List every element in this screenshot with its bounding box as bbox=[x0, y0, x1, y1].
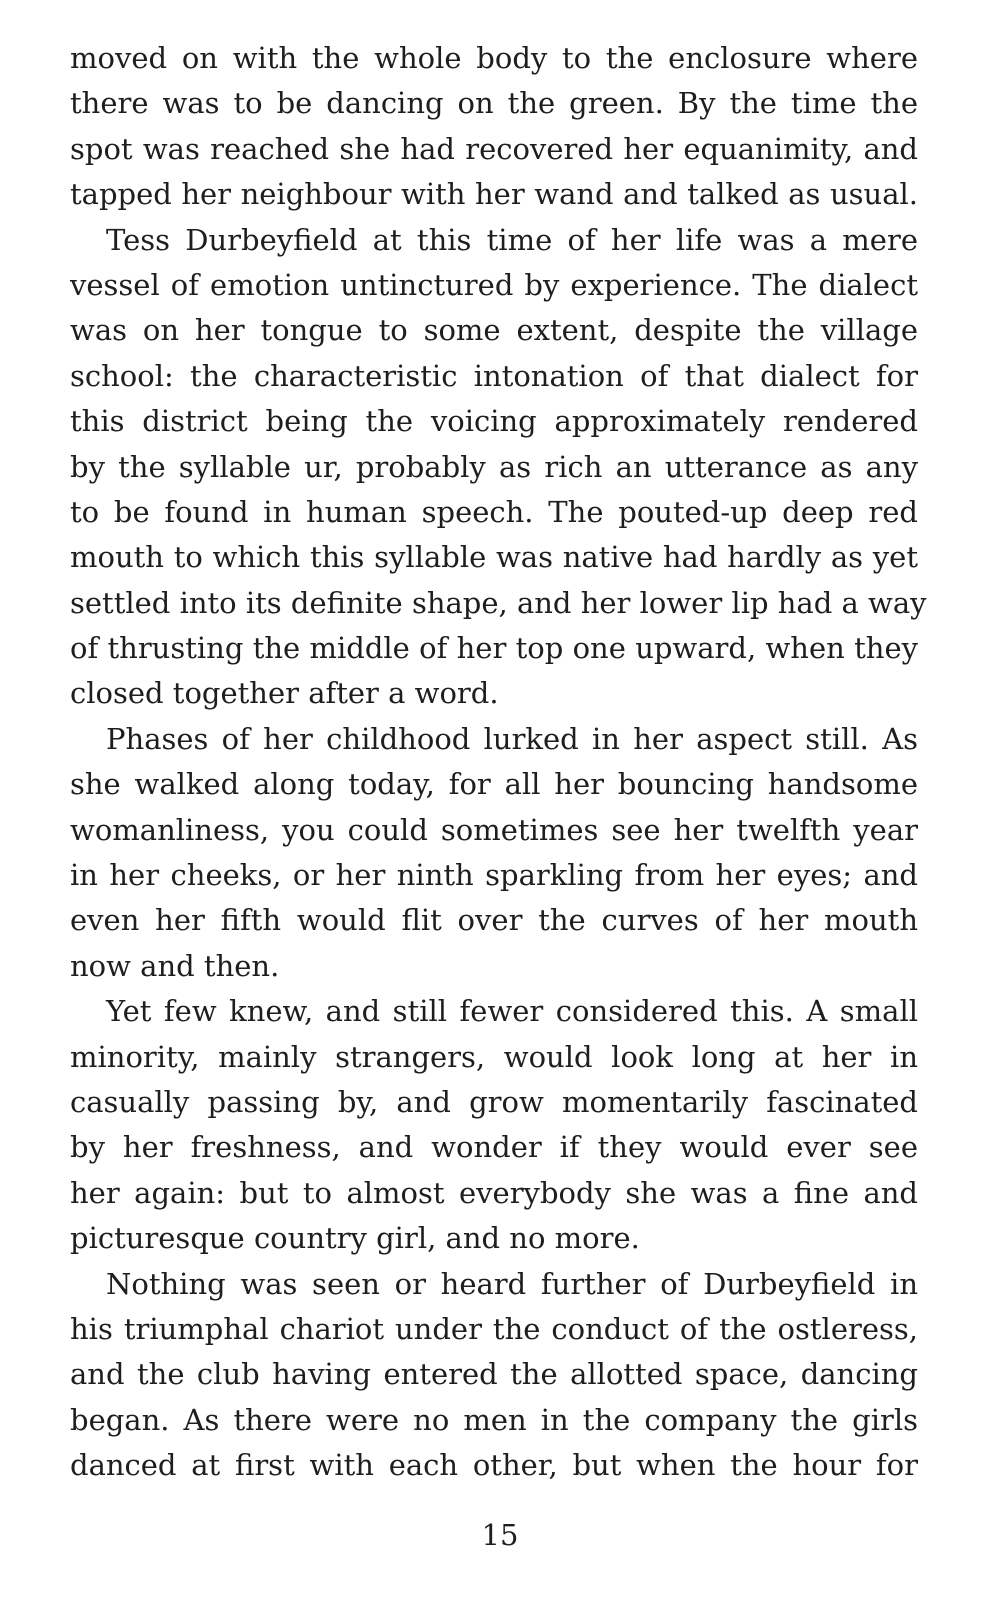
text-line: Nothing was seen or heard further of Durbeyfield in bbox=[106, 1266, 918, 1301]
text-line: there was to be dancing on the green. By the time the bbox=[70, 86, 918, 121]
text-line: began. As there were no men in the company the girls bbox=[70, 1402, 918, 1437]
text-line: even her fifth would flit over the curves of her mouth bbox=[70, 903, 918, 938]
text-line: in her cheeks, or her ninth sparkling from her eyes; and bbox=[70, 858, 918, 893]
text-line: was on her tongue to some extent, despite the village bbox=[70, 313, 918, 348]
text-line: she walked along today, for all her bouncing handsome bbox=[70, 767, 918, 802]
text-line: her again: but to almost everybody she was a fine and bbox=[70, 1175, 918, 1210]
text-line: his triumphal chariot under the conduct of the ostleress, bbox=[70, 1311, 918, 1346]
page-number: 15 bbox=[481, 1518, 519, 1552]
text-line: minority, mainly strangers, would look long at her in bbox=[70, 1039, 918, 1074]
text-line: of thrusting the middle of her top one upward, when they bbox=[70, 631, 918, 666]
body-text bbox=[70, 36, 927, 1489]
text-line: to be found in human speech. The pouted-up deep red bbox=[70, 494, 918, 529]
text-line: and the club having entered the allotted space, dancing bbox=[70, 1357, 918, 1392]
text-line: Yet few knew, and still fewer considered this. A small bbox=[106, 994, 918, 1029]
text-line: spot was reached she had recovered her equanimity, and bbox=[70, 131, 918, 166]
text-line: moved on with the whole body to the enclosure where bbox=[70, 41, 918, 75]
text-line: Phases of her childhood lurked in her aspect still. As bbox=[106, 721, 918, 756]
text-line: school: the characteristic intonation of that dialect for bbox=[70, 358, 918, 393]
text-line: now and then. bbox=[70, 948, 280, 983]
text-line: mouth to which this syllable was native had hardly as yet bbox=[70, 540, 918, 575]
text-line: tapped her neighbour with her wand and talked as usual. bbox=[70, 177, 918, 212]
text-line: by her freshness, and wonder if they would ever see bbox=[70, 1130, 918, 1165]
text-line: this district being the voicing approximately rendered bbox=[70, 404, 918, 439]
text-line: danced at first with each other, but when the hour for bbox=[70, 1448, 918, 1483]
text-line: casually passing by, and grow momentarily fascinated bbox=[70, 1084, 918, 1119]
text-line: picturesque country girl, and no more. bbox=[70, 1221, 640, 1256]
text-line: Tess Durbeyfield at this time of her life was a mere bbox=[106, 222, 918, 257]
text-line: settled into its definite shape, and her lower lip had a way bbox=[70, 585, 927, 620]
text-line: closed together after a word. bbox=[70, 676, 499, 711]
text-line: by the syllable ur, probably as rich an utterance as any bbox=[70, 449, 918, 484]
text-line: womanliness, you could sometimes see her twelfth year bbox=[70, 812, 918, 847]
text-line: vessel of emotion untinctured by experience. The dialect bbox=[70, 267, 918, 302]
